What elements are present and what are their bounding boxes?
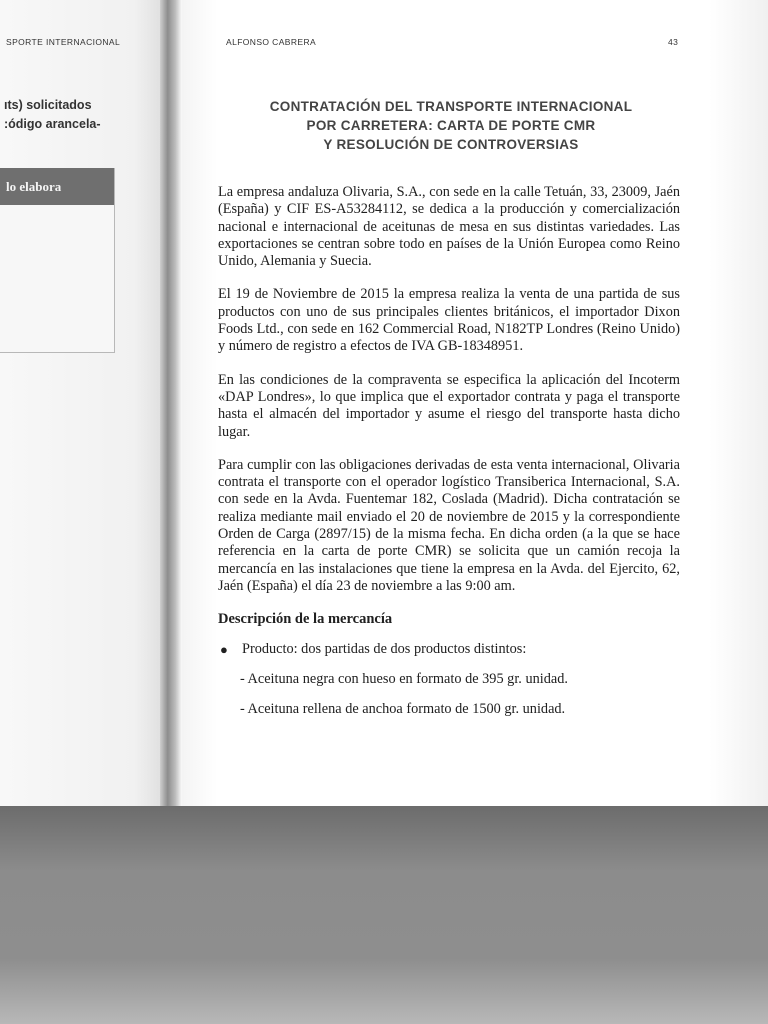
title-line: Y RESOLUCIÓN DE CONTROVERSIAS: [323, 137, 579, 152]
body-text: [218, 184, 680, 731]
bullet-text: Producto: dos partidas de dos productos distintos:: [242, 640, 527, 657]
sub-item: - Aceituna negra con hueso en formato de 395 gr. unidad.: [240, 670, 568, 687]
left-page: [0, 0, 168, 806]
left-running-head: SPORTE INTERNACIONAL: [6, 37, 121, 47]
left-box-title: lo elabora: [0, 168, 114, 205]
left-text-line: ıts) solicitados: [4, 98, 92, 112]
paragraph: Para cumplir con las obligaciones derivadas de esta venta internacional, Olivaria contrata el transporte con el operador logístico Transiberica Internacional, S.A. con sede en la Avda. Fuentemar 182, Coslada (Madrid). Dicha contratación se realiza mediante mail enviado el 20 de noviembre de 2015 y la correspondiente Orden de Carga (2897/15) de la misma fecha. En dicha orden (a la que se hace referencia en la carta de porte CMR) se solicita que un camión recoja la mercancía en las instalaciones que tiene la empresa en la Avda. del Ejercito, 62, Jaén (España) el día 23 de noviembre a las 9:00 am.: [218, 456, 680, 594]
paragraph: En las condiciones de la compraventa se especifica la aplicación del Incoterm «DAP Londres», lo que implica que el exportador contrata y paga el transporte hasta el almacén del importador y asume el riesgo del transporte hasta dicho lugar.: [218, 371, 680, 440]
left-sidebar-box: [0, 168, 115, 353]
scanner-background: [0, 806, 768, 1024]
running-head-author: ALFONSO CABRERA: [226, 37, 317, 47]
left-text-line: :ódigo arancela-: [4, 117, 101, 131]
sub-item: - Aceituna rellena de anchoa formato de 1500 gr. unidad.: [240, 701, 566, 718]
right-page: [182, 0, 768, 806]
page-number: 43: [668, 37, 679, 47]
paragraph: El 19 de Noviembre de 2015 la empresa realiza la venta de una partida de sus productos con uno de sus principales clientes británicos, el importador Dixon Foods Ltd., con sede en 162 Commercial Road, N182TP Londres (Reino Unido) y número de registro a efectos de IVA GB-18348951.: [218, 286, 680, 355]
paragraph: La empresa andaluza Olivaria, S.A., con sede en la calle Tetuán, 33, 23009, Jaén (España) y CIF ES-A53284112, se dedica a la producción y comercialización nacional e internacional de aceitunas de mesa en sus distintas variedades. Las exportaciones se centran sobre todo en países de la Unión Europea como Reino Unido, Alemania y Suecia.: [218, 184, 680, 270]
chapter-title: [226, 97, 676, 154]
book-gutter: [160, 0, 182, 806]
section-heading: Descripción de la mercancía: [218, 611, 393, 628]
title-line: POR CARRETERA: CARTA DE PORTE CMR: [306, 118, 596, 133]
bullet-dot-icon: ●: [220, 641, 228, 657]
title-line: CONTRATACIÓN DEL TRANSPORTE INTERNACIONAL: [269, 99, 633, 114]
bullet-item: [218, 641, 680, 658]
